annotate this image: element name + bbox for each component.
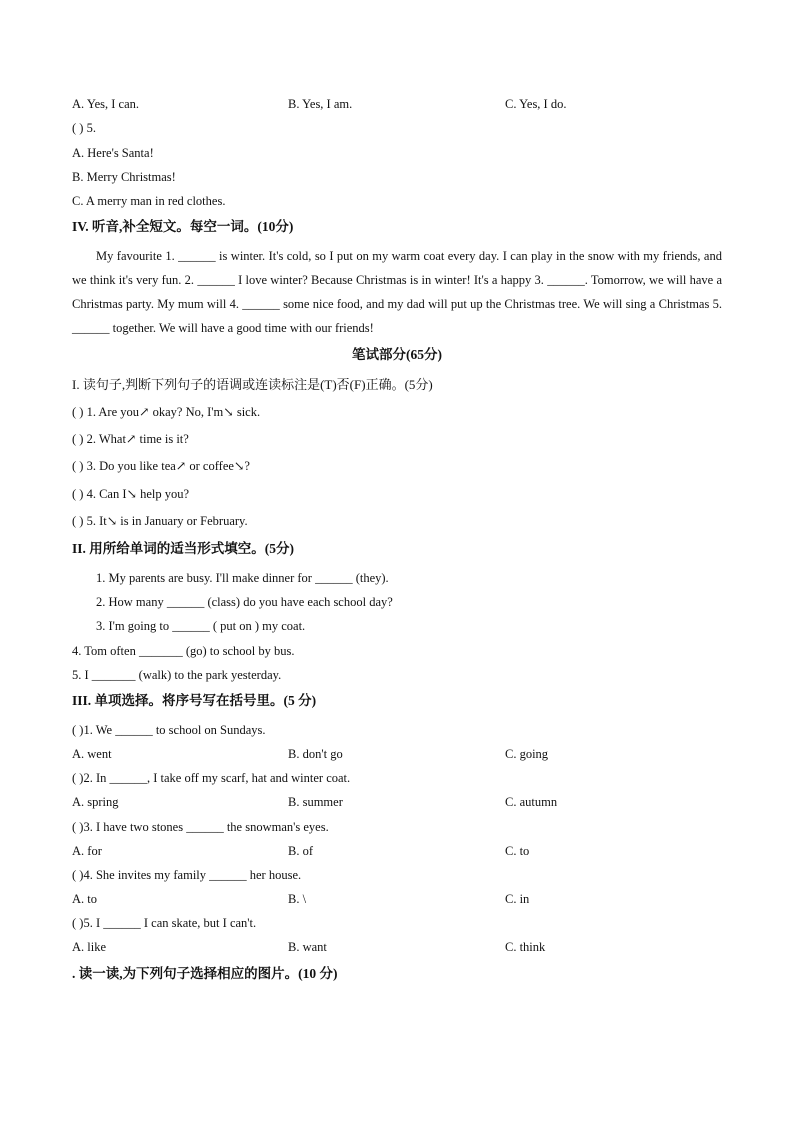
listening-q5-option-a: A. Here's Santa! bbox=[72, 146, 154, 160]
w2-item-4: 4. Tom often _______ (go) to school by bus. bbox=[72, 644, 295, 658]
option-a: A. for bbox=[72, 844, 102, 858]
w2-item-2: 2. How many ______ (class) do you have each school day? bbox=[96, 595, 393, 609]
w3-question-4: ( )4. She invites my family ______ her house. bbox=[72, 868, 302, 882]
option-c: C. autumn bbox=[505, 795, 558, 809]
w3-question-3-options bbox=[72, 843, 722, 859]
listening-q5-option-b: B. Merry Christmas! bbox=[72, 170, 176, 184]
option-a: A. like bbox=[72, 940, 107, 954]
option-c: C. going bbox=[505, 747, 549, 761]
w3-question-4-options bbox=[72, 891, 722, 907]
section-iv-passage: My favourite 1. ______ is winter. It's cold, so I put on my warm coat every day. I can play in the snow with my friends, and we think it's very fun. 2. ______ I love winter? Because Christmas is in winter! It's a happy 3. ______. Tomorrow, we will have a Christmas party. My mum will 4. ______ some nice food, and my dad will put up the Christmas tree. We will sing a Christmas 5. ______ together. We will have a good time with our friends! bbox=[72, 249, 722, 335]
option-b: B. Yes, I am. bbox=[288, 97, 353, 111]
w2-item-1: 1. My parents are busy. I'll make dinner for ______ (they). bbox=[96, 571, 389, 585]
w1-item-3: ( ) 3. Do you like tea↗ or coffee↘? bbox=[72, 459, 250, 473]
option-b: B. \ bbox=[288, 892, 307, 906]
section-w3-heading: III. 单项选择。将序号写在括号里。(5 分) bbox=[72, 693, 317, 708]
option-a: A. went bbox=[72, 747, 112, 761]
listening-q5-label: ( ) 5. bbox=[72, 121, 96, 135]
section-iv-heading: IV. 听音,补全短文。每空一词。(10分) bbox=[72, 219, 294, 234]
option-a: A. to bbox=[72, 892, 97, 906]
w3-question-3: ( )3. I have two stones ______ the snowman's eyes. bbox=[72, 820, 329, 834]
option-c: C. think bbox=[505, 940, 546, 954]
w2-item-3: 3. I'm going to ______ ( put on ) my coat. bbox=[96, 619, 306, 633]
section-w2-heading: II. 用所给单词的适当形式填空。(5分) bbox=[72, 541, 294, 556]
w3-question-5-options bbox=[72, 939, 722, 955]
option-b: B. don't go bbox=[288, 747, 343, 761]
option-b: B. want bbox=[288, 940, 327, 954]
w3-question-1: ( )1. We ______ to school on Sundays. bbox=[72, 723, 266, 737]
option-b: B. summer bbox=[288, 795, 343, 809]
option-c: C. in bbox=[505, 892, 530, 906]
section-w1-heading: I. 读句子,判断下列句子的语调或连读标注是(T)否(F)正确。(5分) bbox=[72, 377, 433, 392]
option-c: C. to bbox=[505, 844, 530, 858]
w1-item-4: ( ) 4. Can I↘ help you? bbox=[72, 487, 190, 501]
w1-item-5: ( ) 5. It↘ is in January or February. bbox=[72, 514, 248, 528]
written-part-heading: 笔试部分(65分) bbox=[352, 347, 442, 362]
w2-item-5: 5. I _______ (walk) to the park yesterday. bbox=[72, 668, 282, 682]
w3-question-2-options bbox=[72, 794, 722, 810]
option-a: A. spring bbox=[72, 795, 119, 809]
option-c: C. Yes, I do. bbox=[505, 97, 567, 111]
listening-q5-option-c: C. A merry man in red clothes. bbox=[72, 194, 226, 208]
w3-question-1-options bbox=[72, 746, 722, 762]
w3-question-5: ( )5. I ______ I can skate, but I can't. bbox=[72, 916, 257, 930]
option-b: B. of bbox=[288, 844, 313, 858]
w1-item-2: ( ) 2. What↗ time is it? bbox=[72, 432, 189, 446]
option-a: A. Yes, I can. bbox=[72, 97, 140, 111]
listening-q4-options bbox=[72, 96, 722, 112]
w1-item-1: ( ) 1. Are you↗ okay? No, I'm↘ sick. bbox=[72, 405, 261, 419]
section-w4-heading: . 读一读,为下列句子选择相应的图片。(10 分) bbox=[72, 966, 338, 981]
w3-question-2: ( )2. In ______, I take off my scarf, hat and winter coat. bbox=[72, 771, 351, 785]
